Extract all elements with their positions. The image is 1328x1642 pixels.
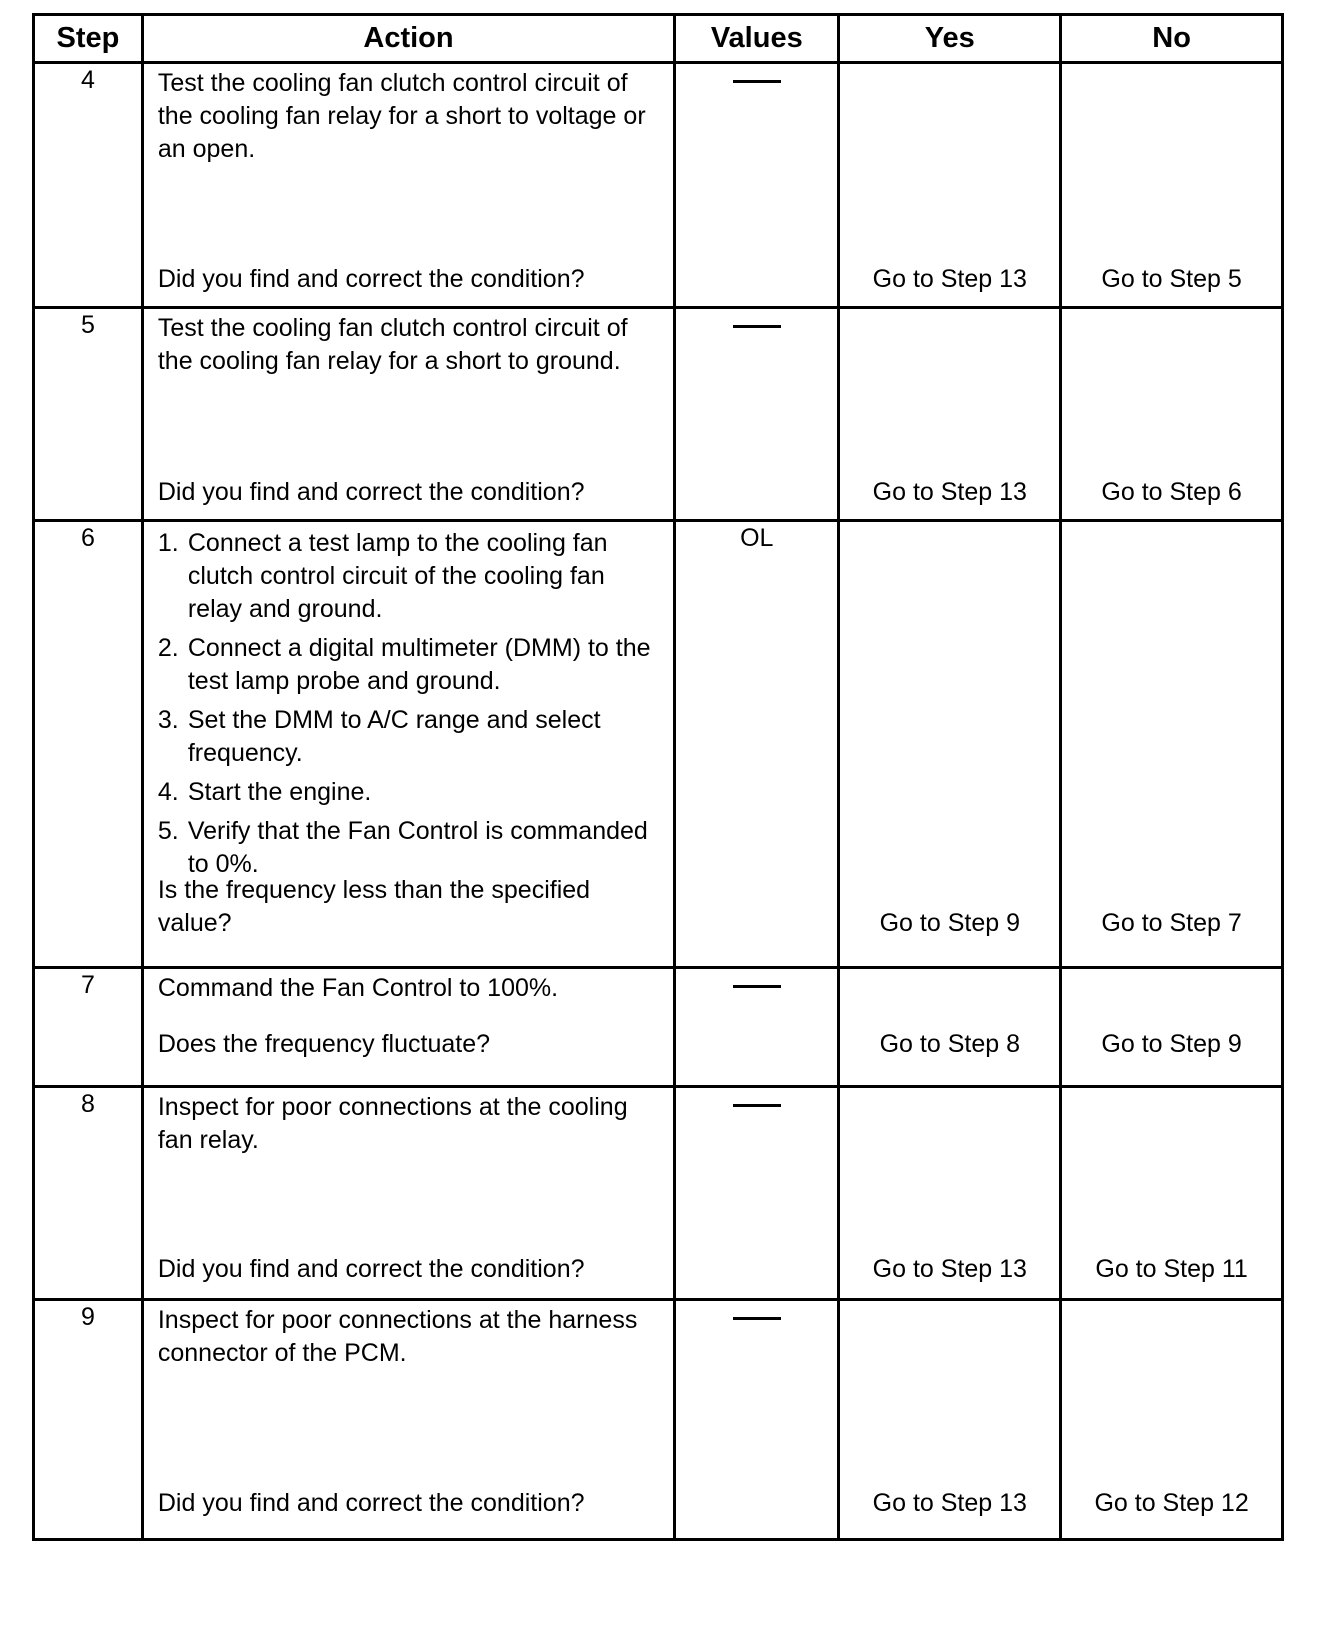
yes-result: Go to Step 13 [872, 265, 1027, 293]
action-cell [142, 521, 674, 968]
action-cell [142, 1087, 674, 1300]
action-question: Did you find and correct the condition? [157, 1255, 585, 1283]
substep-item: 2. Connect a digital multimeter (DMM) to the test lamp probe and ground. [157, 634, 651, 695]
action-steps [144, 522, 673, 881]
values-cell [675, 1087, 839, 1300]
no-cell [1061, 521, 1283, 968]
dash-mark [733, 80, 781, 83]
yes-cell [839, 968, 1061, 1087]
dash-mark [733, 1317, 781, 1320]
step-number: 6 [34, 521, 143, 968]
header-values: Values [675, 15, 839, 63]
yes-result: Go to Step 13 [872, 478, 1027, 506]
table-row [34, 968, 1283, 1087]
no-cell [1061, 63, 1283, 308]
step-number: 9 [34, 1300, 143, 1540]
action-text: Inspect for poor connections at the cooling fan relay. [157, 1093, 628, 1154]
table-row [34, 521, 1283, 968]
no-result: Go to Step 12 [1094, 1489, 1249, 1517]
step-number: 5 [34, 308, 143, 521]
substep-item: 4. Start the engine. [157, 778, 372, 806]
no-result: Go to Step 5 [1101, 265, 1242, 293]
step-number: 4 [34, 63, 143, 308]
diagnostic-table [32, 13, 1284, 1541]
yes-result: Go to Step 13 [872, 1489, 1027, 1517]
action-question: Did you find and correct the condition? [157, 478, 585, 506]
dash-mark [733, 985, 781, 988]
table-row [34, 308, 1283, 521]
substep-list [158, 527, 661, 881]
action-question: Did you find and correct the condition? [157, 265, 585, 293]
values-cell: OL [675, 521, 839, 968]
action-question: Is the frequency less than the specified value? [157, 876, 591, 937]
yes-cell [839, 1300, 1061, 1540]
action-text: Inspect for poor connections at the harness connector of the PCM. [157, 1306, 638, 1367]
action-text: Test the cooling fan clutch control circuit of the cooling fan relay for a short to voltage or an open. [157, 69, 646, 163]
substep-item: 1. Connect a test lamp to the cooling fan clutch control circuit of the cooling fan relay and ground. [157, 529, 608, 623]
no-result: Go to Step 6 [1101, 478, 1242, 506]
step-number: 8 [34, 1087, 143, 1300]
table-row [34, 63, 1283, 308]
header-row [34, 15, 1283, 63]
values-cell [675, 308, 839, 521]
action-question: Did you find and correct the condition? [157, 1489, 585, 1517]
action-cell [142, 308, 674, 521]
yes-result: Go to Step 9 [879, 909, 1020, 937]
action-text: Command the Fan Control to 100%. [157, 974, 559, 1002]
table-row [34, 1087, 1283, 1300]
values-cell [675, 1300, 839, 1540]
header-yes: Yes [839, 15, 1061, 63]
header-step: Step [34, 15, 143, 63]
action-cell [142, 968, 674, 1087]
action-question: Does the frequency fluctuate? [157, 1030, 491, 1058]
header-action: Action [142, 15, 674, 63]
no-cell [1061, 1300, 1283, 1540]
no-cell [1061, 308, 1283, 521]
no-cell [1061, 968, 1283, 1087]
yes-result: Go to Step 8 [879, 1030, 1020, 1058]
step-number: 7 [34, 968, 143, 1087]
values-cell [675, 968, 839, 1087]
substep-item: 3. Set the DMM to A/C range and select frequency. [157, 706, 601, 767]
no-result: Go to Step 7 [1101, 909, 1242, 937]
action-cell [142, 1300, 674, 1540]
no-cell [1061, 1087, 1283, 1300]
yes-cell [839, 1087, 1061, 1300]
action-cell [142, 63, 674, 308]
table-row [34, 1300, 1283, 1540]
no-result: Go to Step 9 [1101, 1030, 1242, 1058]
no-result: Go to Step 11 [1095, 1255, 1248, 1283]
action-text: Test the cooling fan clutch control circuit of the cooling fan relay for a short to ground. [157, 314, 628, 375]
substep-item: 5. Verify that the Fan Control is commanded to 0%. [157, 817, 648, 878]
yes-cell [839, 308, 1061, 521]
yes-result: Go to Step 13 [872, 1255, 1027, 1283]
yes-cell [839, 63, 1061, 308]
dash-mark [733, 325, 781, 328]
header-no: No [1061, 15, 1283, 63]
dash-mark [733, 1104, 781, 1107]
yes-cell [839, 521, 1061, 968]
values-cell [675, 63, 839, 308]
